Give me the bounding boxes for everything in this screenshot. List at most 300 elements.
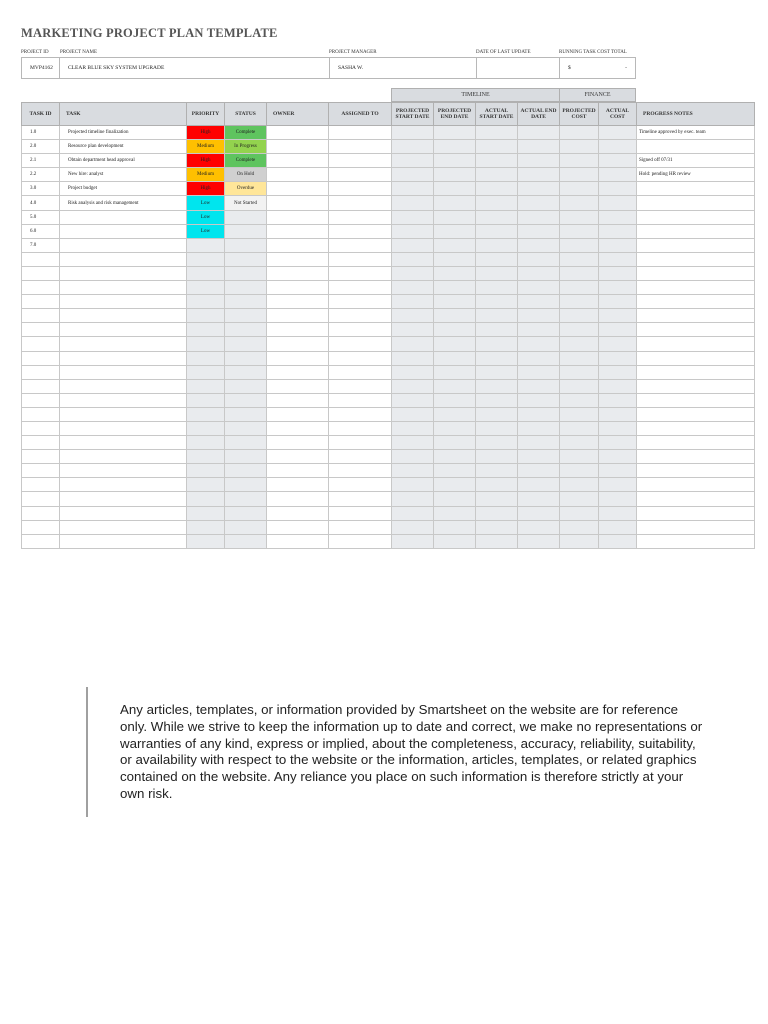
cell-actual-start[interactable] — [476, 492, 518, 506]
cell-status[interactable] — [225, 450, 267, 464]
cell-projected-cost[interactable] — [560, 337, 599, 351]
cell-assigned-to[interactable] — [329, 534, 392, 548]
cell-task-id[interactable] — [22, 252, 60, 266]
cell-task[interactable] — [60, 224, 187, 238]
cell-projected-cost[interactable] — [560, 252, 599, 266]
cell-projected-start[interactable] — [392, 154, 434, 168]
cell-owner[interactable] — [267, 295, 329, 309]
running-cost-field[interactable] — [559, 57, 636, 79]
cell-projected-start[interactable] — [392, 224, 434, 238]
cell-projected-cost[interactable] — [560, 464, 599, 478]
cell-projected-cost[interactable] — [560, 450, 599, 464]
cell-task-id[interactable] — [22, 492, 60, 506]
cell-projected-end[interactable] — [434, 140, 476, 154]
cell-projected-cost[interactable] — [560, 224, 599, 238]
cell-actual-end[interactable] — [518, 506, 560, 520]
cell-status[interactable] — [225, 421, 267, 435]
cell-progress-notes[interactable] — [637, 534, 755, 548]
cell-owner[interactable] — [267, 421, 329, 435]
cell-projected-start[interactable] — [392, 210, 434, 224]
cell-task-id[interactable] — [22, 520, 60, 534]
cell-status[interactable] — [225, 252, 267, 266]
cell-assigned-to[interactable] — [329, 238, 392, 252]
cell-projected-start[interactable] — [392, 238, 434, 252]
cell-projected-end[interactable] — [434, 224, 476, 238]
cell-projected-start[interactable] — [392, 126, 434, 140]
cell-owner[interactable] — [267, 337, 329, 351]
cell-actual-cost[interactable] — [599, 351, 637, 365]
cell-owner[interactable] — [267, 478, 329, 492]
cell-owner[interactable] — [267, 238, 329, 252]
cell-actual-end[interactable] — [518, 309, 560, 323]
cell-projected-start[interactable] — [392, 534, 434, 548]
cell-priority[interactable] — [187, 534, 225, 548]
cell-task-id[interactable] — [22, 323, 60, 337]
cell-actual-cost[interactable] — [599, 210, 637, 224]
cell-projected-end[interactable] — [434, 196, 476, 210]
cell-actual-start[interactable] — [476, 520, 518, 534]
cell-owner[interactable] — [267, 520, 329, 534]
cell-projected-cost[interactable] — [560, 196, 599, 210]
cell-projected-end[interactable] — [434, 421, 476, 435]
cell-status[interactable] — [225, 534, 267, 548]
cell-progress-notes[interactable] — [637, 224, 755, 238]
cell-projected-start[interactable] — [392, 266, 434, 280]
cell-priority[interactable]: Low — [187, 196, 225, 210]
cell-priority[interactable] — [187, 323, 225, 337]
cell-actual-cost[interactable] — [599, 393, 637, 407]
cell-projected-end[interactable] — [434, 252, 476, 266]
cell-task[interactable] — [60, 337, 187, 351]
cell-status[interactable] — [225, 295, 267, 309]
cell-projected-start[interactable] — [392, 450, 434, 464]
cell-task-id[interactable] — [22, 506, 60, 520]
cell-actual-cost[interactable] — [599, 421, 637, 435]
cell-task[interactable] — [60, 252, 187, 266]
cell-owner[interactable] — [267, 126, 329, 140]
cell-task[interactable]: New hire: analyst — [60, 168, 187, 182]
cell-priority[interactable] — [187, 238, 225, 252]
cell-actual-cost[interactable] — [599, 337, 637, 351]
cell-actual-end[interactable] — [518, 407, 560, 421]
cell-priority[interactable] — [187, 365, 225, 379]
cell-priority[interactable] — [187, 478, 225, 492]
cell-task[interactable] — [60, 478, 187, 492]
cell-assigned-to[interactable] — [329, 168, 392, 182]
cell-assigned-to[interactable] — [329, 351, 392, 365]
cell-actual-start[interactable] — [476, 281, 518, 295]
cell-status[interactable] — [225, 210, 267, 224]
cell-task-id[interactable] — [22, 266, 60, 280]
cell-progress-notes[interactable] — [637, 323, 755, 337]
cell-actual-end[interactable] — [518, 337, 560, 351]
cell-owner[interactable] — [267, 154, 329, 168]
cell-actual-end[interactable] — [518, 168, 560, 182]
cell-status[interactable] — [225, 365, 267, 379]
cell-progress-notes[interactable] — [637, 196, 755, 210]
cell-priority[interactable] — [187, 266, 225, 280]
cell-projected-end[interactable] — [434, 295, 476, 309]
cell-actual-start[interactable] — [476, 140, 518, 154]
cell-projected-start[interactable] — [392, 365, 434, 379]
cell-actual-end[interactable] — [518, 365, 560, 379]
cell-projected-cost[interactable] — [560, 520, 599, 534]
cell-actual-cost[interactable] — [599, 238, 637, 252]
cell-assigned-to[interactable] — [329, 126, 392, 140]
cell-task-id[interactable] — [22, 337, 60, 351]
cell-task[interactable]: Obtain department head approval — [60, 154, 187, 168]
cell-actual-cost[interactable] — [599, 520, 637, 534]
cell-task-id[interactable]: 1.0 — [22, 126, 60, 140]
cell-projected-start[interactable] — [392, 252, 434, 266]
cell-actual-end[interactable] — [518, 154, 560, 168]
cell-projected-end[interactable] — [434, 534, 476, 548]
cell-priority[interactable] — [187, 337, 225, 351]
cell-projected-start[interactable] — [392, 436, 434, 450]
cell-projected-start[interactable] — [392, 351, 434, 365]
cell-actual-start[interactable] — [476, 393, 518, 407]
cell-priority[interactable] — [187, 464, 225, 478]
cell-task-id[interactable] — [22, 450, 60, 464]
cell-projected-end[interactable] — [434, 520, 476, 534]
cell-task[interactable] — [60, 492, 187, 506]
cell-assigned-to[interactable] — [329, 140, 392, 154]
cell-actual-cost[interactable] — [599, 492, 637, 506]
cell-projected-cost[interactable] — [560, 281, 599, 295]
cell-actual-end[interactable] — [518, 421, 560, 435]
cell-task-id[interactable] — [22, 436, 60, 450]
cell-actual-end[interactable] — [518, 534, 560, 548]
cell-priority[interactable] — [187, 393, 225, 407]
cell-task[interactable] — [60, 421, 187, 435]
cell-progress-notes[interactable] — [637, 252, 755, 266]
cell-assigned-to[interactable] — [329, 337, 392, 351]
cell-actual-cost[interactable] — [599, 126, 637, 140]
cell-priority[interactable] — [187, 450, 225, 464]
cell-projected-cost[interactable] — [560, 309, 599, 323]
cell-projected-cost[interactable] — [560, 534, 599, 548]
cell-projected-end[interactable] — [434, 407, 476, 421]
cell-actual-cost[interactable] — [599, 506, 637, 520]
cell-priority[interactable] — [187, 379, 225, 393]
cell-assigned-to[interactable] — [329, 450, 392, 464]
cell-actual-cost[interactable] — [599, 323, 637, 337]
cell-assigned-to[interactable] — [329, 492, 392, 506]
cell-task-id[interactable]: 2.1 — [22, 154, 60, 168]
cell-projected-start[interactable] — [392, 309, 434, 323]
cell-priority[interactable]: Low — [187, 210, 225, 224]
cell-status[interactable] — [225, 393, 267, 407]
cell-progress-notes[interactable] — [637, 309, 755, 323]
cell-projected-start[interactable] — [392, 281, 434, 295]
cell-actual-cost[interactable] — [599, 154, 637, 168]
cell-task[interactable] — [60, 210, 187, 224]
cell-actual-end[interactable] — [518, 520, 560, 534]
cell-assigned-to[interactable] — [329, 196, 392, 210]
cell-progress-notes[interactable] — [637, 506, 755, 520]
cell-actual-cost[interactable] — [599, 295, 637, 309]
cell-status[interactable] — [225, 464, 267, 478]
cell-task[interactable] — [60, 436, 187, 450]
cell-projected-start[interactable] — [392, 379, 434, 393]
cell-projected-cost[interactable] — [560, 154, 599, 168]
cell-projected-start[interactable] — [392, 323, 434, 337]
cell-owner[interactable] — [267, 407, 329, 421]
cell-task[interactable] — [60, 365, 187, 379]
cell-task-id[interactable] — [22, 464, 60, 478]
cell-status[interactable] — [225, 520, 267, 534]
cell-priority[interactable] — [187, 309, 225, 323]
cell-task-id[interactable] — [22, 309, 60, 323]
cell-task-id[interactable] — [22, 478, 60, 492]
cell-task[interactable]: Projected timeline finalization — [60, 126, 187, 140]
cell-status[interactable] — [225, 238, 267, 252]
cell-task-id[interactable]: 6.0 — [22, 224, 60, 238]
date-last-update-field[interactable] — [476, 57, 560, 79]
cell-actual-end[interactable] — [518, 393, 560, 407]
cell-projected-end[interactable] — [434, 393, 476, 407]
project-id-field[interactable]: MVP4162 — [21, 57, 60, 79]
cell-actual-start[interactable] — [476, 266, 518, 280]
cell-progress-notes[interactable] — [637, 351, 755, 365]
cell-status[interactable] — [225, 436, 267, 450]
cell-owner[interactable] — [267, 182, 329, 196]
cell-projected-cost[interactable] — [560, 238, 599, 252]
cell-projected-end[interactable] — [434, 238, 476, 252]
cell-actual-cost[interactable] — [599, 252, 637, 266]
cell-owner[interactable] — [267, 266, 329, 280]
cell-projected-cost[interactable] — [560, 140, 599, 154]
cell-task[interactable] — [60, 238, 187, 252]
cell-status[interactable]: Complete — [225, 154, 267, 168]
cell-projected-start[interactable] — [392, 407, 434, 421]
cell-projected-start[interactable] — [392, 182, 434, 196]
cell-assigned-to[interactable] — [329, 182, 392, 196]
cell-projected-end[interactable] — [434, 323, 476, 337]
cell-assigned-to[interactable] — [329, 323, 392, 337]
cell-actual-start[interactable] — [476, 534, 518, 548]
cell-priority[interactable]: Low — [187, 224, 225, 238]
cell-owner[interactable] — [267, 379, 329, 393]
cell-projected-start[interactable] — [392, 337, 434, 351]
cell-status[interactable] — [225, 407, 267, 421]
cell-task-id[interactable]: 2.0 — [22, 140, 60, 154]
cell-task[interactable] — [60, 295, 187, 309]
cell-actual-end[interactable] — [518, 379, 560, 393]
cell-owner[interactable] — [267, 140, 329, 154]
cell-assigned-to[interactable] — [329, 506, 392, 520]
cell-progress-notes[interactable] — [637, 436, 755, 450]
cell-actual-start[interactable] — [476, 126, 518, 140]
cell-actual-end[interactable] — [518, 140, 560, 154]
cell-actual-start[interactable] — [476, 351, 518, 365]
cell-projected-start[interactable] — [392, 464, 434, 478]
cell-owner[interactable] — [267, 210, 329, 224]
cell-projected-end[interactable] — [434, 478, 476, 492]
cell-actual-start[interactable] — [476, 224, 518, 238]
cell-actual-end[interactable] — [518, 182, 560, 196]
cell-projected-start[interactable] — [392, 520, 434, 534]
cell-projected-cost[interactable] — [560, 478, 599, 492]
cell-actual-cost[interactable] — [599, 140, 637, 154]
cell-actual-start[interactable] — [476, 168, 518, 182]
cell-priority[interactable] — [187, 351, 225, 365]
cell-task[interactable] — [60, 379, 187, 393]
cell-progress-notes[interactable] — [637, 520, 755, 534]
cell-progress-notes[interactable] — [637, 295, 755, 309]
cell-task-id[interactable] — [22, 393, 60, 407]
cell-task-id[interactable] — [22, 421, 60, 435]
cell-projected-end[interactable] — [434, 154, 476, 168]
cell-task-id[interactable]: 5.0 — [22, 210, 60, 224]
cell-priority[interactable]: High — [187, 126, 225, 140]
cell-actual-end[interactable] — [518, 464, 560, 478]
cell-actual-cost[interactable] — [599, 281, 637, 295]
cell-task-id[interactable]: 7.0 — [22, 238, 60, 252]
cell-status[interactable] — [225, 492, 267, 506]
cell-actual-cost[interactable] — [599, 450, 637, 464]
cell-owner[interactable] — [267, 365, 329, 379]
cell-projected-cost[interactable] — [560, 323, 599, 337]
cell-actual-start[interactable] — [476, 337, 518, 351]
cell-actual-cost[interactable] — [599, 478, 637, 492]
cell-actual-start[interactable] — [476, 323, 518, 337]
cell-projected-end[interactable] — [434, 182, 476, 196]
cell-projected-end[interactable] — [434, 281, 476, 295]
cell-progress-notes[interactable] — [637, 407, 755, 421]
cell-priority[interactable]: Medium — [187, 168, 225, 182]
cell-status[interactable] — [225, 224, 267, 238]
cell-task-id[interactable] — [22, 351, 60, 365]
cell-progress-notes[interactable] — [637, 210, 755, 224]
cell-actual-end[interactable] — [518, 478, 560, 492]
cell-assigned-to[interactable] — [329, 295, 392, 309]
cell-status[interactable] — [225, 309, 267, 323]
cell-actual-start[interactable] — [476, 252, 518, 266]
cell-status[interactable]: On Hold — [225, 168, 267, 182]
cell-owner[interactable] — [267, 492, 329, 506]
cell-actual-start[interactable] — [476, 196, 518, 210]
cell-progress-notes[interactable]: Hold: pending HR review — [637, 168, 755, 182]
cell-projected-cost[interactable] — [560, 295, 599, 309]
cell-actual-start[interactable] — [476, 309, 518, 323]
cell-progress-notes[interactable] — [637, 379, 755, 393]
cell-actual-start[interactable] — [476, 407, 518, 421]
cell-actual-end[interactable] — [518, 295, 560, 309]
cell-projected-end[interactable] — [434, 168, 476, 182]
cell-actual-end[interactable] — [518, 281, 560, 295]
cell-projected-end[interactable] — [434, 379, 476, 393]
cell-projected-end[interactable] — [434, 266, 476, 280]
cell-status[interactable] — [225, 323, 267, 337]
cell-assigned-to[interactable] — [329, 281, 392, 295]
cell-assigned-to[interactable] — [329, 520, 392, 534]
cell-assigned-to[interactable] — [329, 266, 392, 280]
cell-task[interactable] — [60, 309, 187, 323]
cell-owner[interactable] — [267, 506, 329, 520]
cell-owner[interactable] — [267, 351, 329, 365]
cell-priority[interactable] — [187, 421, 225, 435]
cell-actual-start[interactable] — [476, 464, 518, 478]
cell-actual-start[interactable] — [476, 238, 518, 252]
cell-priority[interactable] — [187, 492, 225, 506]
cell-actual-cost[interactable] — [599, 365, 637, 379]
project-name-field[interactable]: CLEAR BLUE SKY SYSTEM UPGRADE — [59, 57, 330, 79]
cell-progress-notes[interactable] — [637, 478, 755, 492]
cell-progress-notes[interactable]: Signed off 07/31 — [637, 154, 755, 168]
cell-actual-end[interactable] — [518, 238, 560, 252]
cell-actual-cost[interactable] — [599, 436, 637, 450]
cell-actual-start[interactable] — [476, 421, 518, 435]
cell-projected-end[interactable] — [434, 436, 476, 450]
cell-task-id[interactable] — [22, 534, 60, 548]
cell-assigned-to[interactable] — [329, 464, 392, 478]
cell-status[interactable]: In Progress — [225, 140, 267, 154]
cell-owner[interactable] — [267, 534, 329, 548]
cell-task[interactable] — [60, 450, 187, 464]
cell-projected-end[interactable] — [434, 464, 476, 478]
cell-task[interactable] — [60, 323, 187, 337]
cell-projected-end[interactable] — [434, 126, 476, 140]
cell-projected-end[interactable] — [434, 365, 476, 379]
cell-status[interactable]: Overdue — [225, 182, 267, 196]
cell-progress-notes[interactable] — [637, 365, 755, 379]
cell-projected-start[interactable] — [392, 393, 434, 407]
cell-actual-end[interactable] — [518, 224, 560, 238]
cell-projected-cost[interactable] — [560, 351, 599, 365]
cell-priority[interactable]: Medium — [187, 140, 225, 154]
cell-actual-cost[interactable] — [599, 309, 637, 323]
cell-priority[interactable] — [187, 252, 225, 266]
cell-assigned-to[interactable] — [329, 309, 392, 323]
cell-actual-start[interactable] — [476, 379, 518, 393]
cell-owner[interactable] — [267, 393, 329, 407]
cell-progress-notes[interactable] — [637, 238, 755, 252]
cell-task[interactable] — [60, 351, 187, 365]
cell-actual-end[interactable] — [518, 196, 560, 210]
cell-assigned-to[interactable] — [329, 365, 392, 379]
cell-task-id[interactable] — [22, 379, 60, 393]
cell-actual-start[interactable] — [476, 154, 518, 168]
cell-status[interactable]: Complete — [225, 126, 267, 140]
cell-actual-start[interactable] — [476, 478, 518, 492]
cell-projected-start[interactable] — [392, 140, 434, 154]
cell-task[interactable] — [60, 266, 187, 280]
cell-actual-start[interactable] — [476, 182, 518, 196]
cell-actual-end[interactable] — [518, 266, 560, 280]
cell-projected-end[interactable] — [434, 210, 476, 224]
cell-projected-cost[interactable] — [560, 421, 599, 435]
cell-assigned-to[interactable] — [329, 154, 392, 168]
cell-projected-start[interactable] — [392, 421, 434, 435]
cell-status[interactable] — [225, 351, 267, 365]
cell-actual-start[interactable] — [476, 295, 518, 309]
cell-projected-end[interactable] — [434, 506, 476, 520]
cell-progress-notes[interactable]: Timeline approved by exec. team — [637, 126, 755, 140]
cell-progress-notes[interactable] — [637, 421, 755, 435]
cell-assigned-to[interactable] — [329, 421, 392, 435]
cell-actual-end[interactable] — [518, 492, 560, 506]
cell-task-id[interactable]: 4.0 — [22, 196, 60, 210]
cell-actual-cost[interactable] — [599, 196, 637, 210]
cell-progress-notes[interactable] — [637, 492, 755, 506]
cell-owner[interactable] — [267, 196, 329, 210]
cell-assigned-to[interactable] — [329, 436, 392, 450]
cell-projected-cost[interactable] — [560, 266, 599, 280]
cell-priority[interactable] — [187, 407, 225, 421]
cell-owner[interactable] — [267, 168, 329, 182]
cell-actual-cost[interactable] — [599, 266, 637, 280]
